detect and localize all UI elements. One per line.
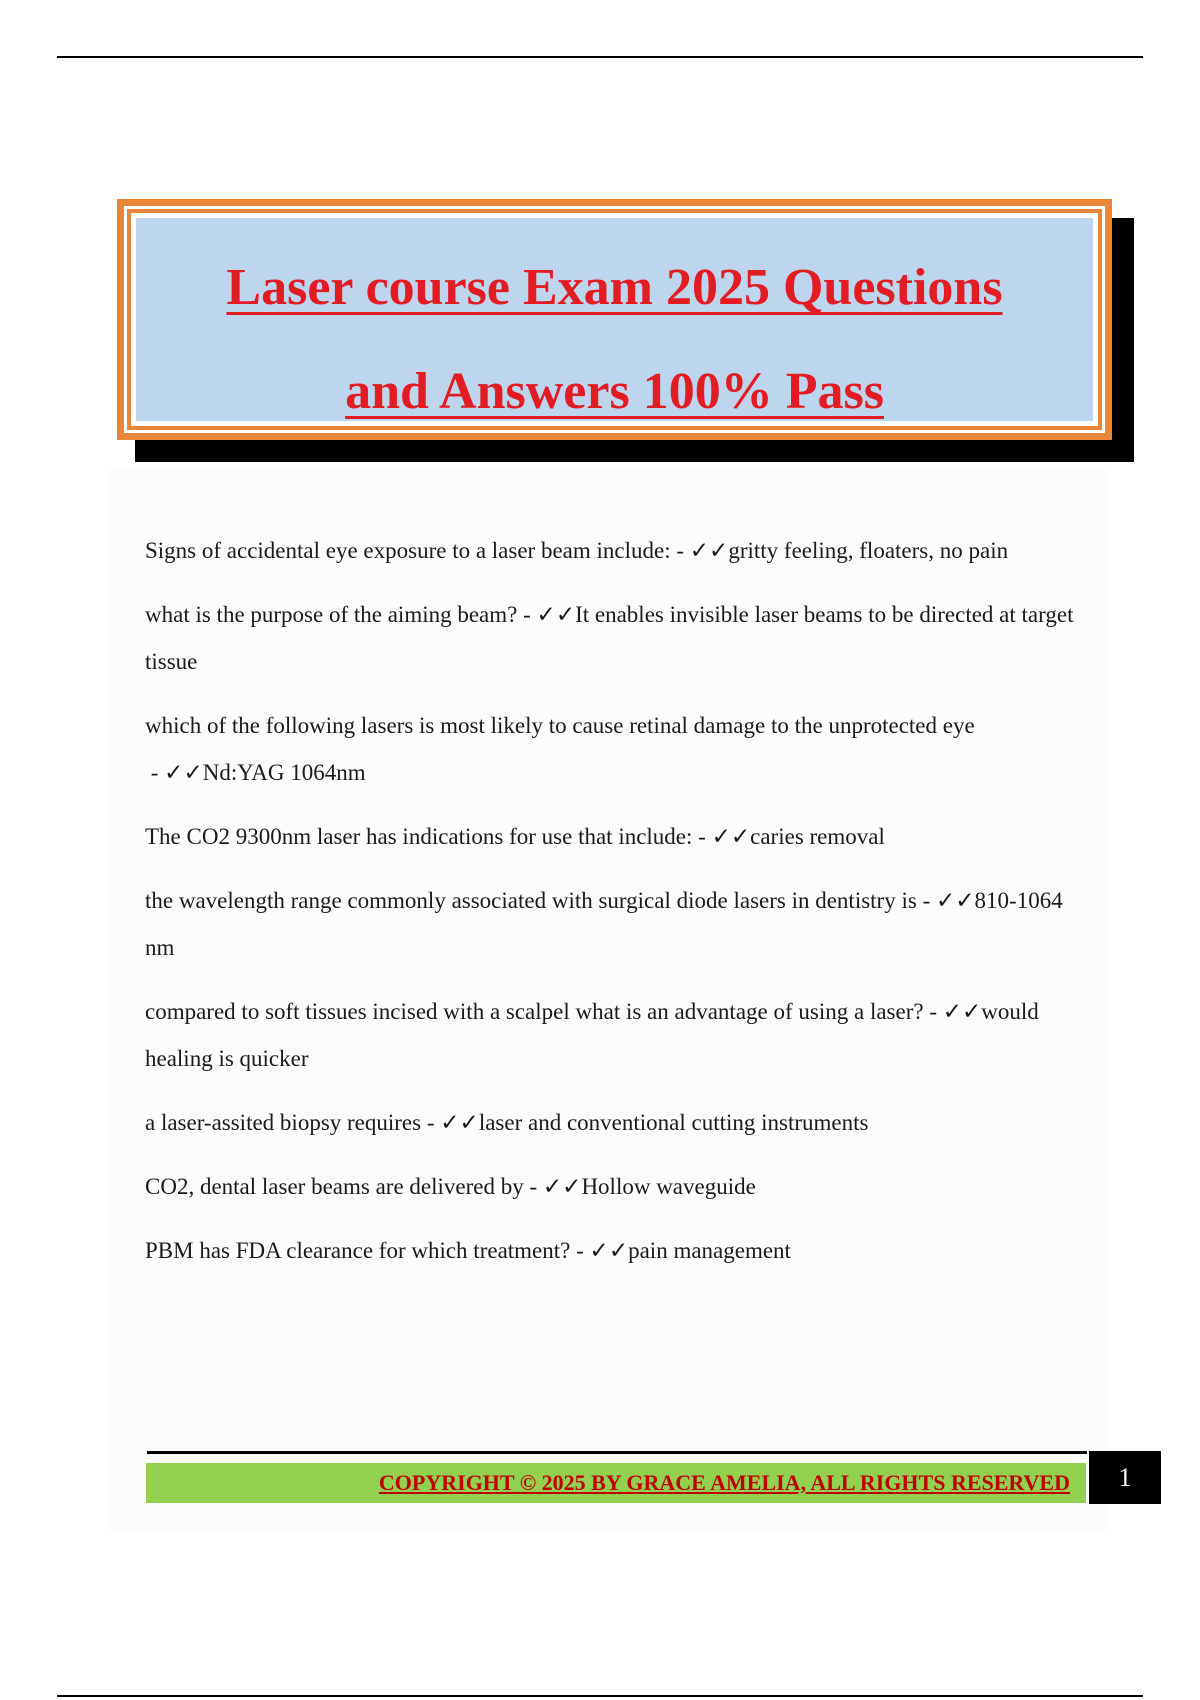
separator: - [421,1110,441,1135]
page-number: 1 [1089,1451,1161,1504]
question-text: compared to soft tissues incised with a scalpel what is an advantage of using a laser? [145,999,924,1024]
double-check-icon: ✓✓ [942,999,982,1024]
copyright-notice: COPYRIGHT © 2025 BY GRACE AMELIA, ALL RIGHTS RESERVED [378,1470,1070,1495]
double-check-icon: ✓✓ [440,1110,479,1135]
qa-item [145,1227,1085,1274]
double-check-icon: ✓✓ [711,824,751,849]
separator: - [517,602,537,627]
answer-text: laser and conventional cutting instruments [478,1110,869,1135]
double-check-icon: ✓✓ [589,1238,629,1263]
question-text: what is the purpose of the aiming beam? [145,602,518,627]
question-text: CO2, dental laser beams are delivered by [145,1174,524,1199]
question-text: which of the following lasers is most likely to cause retinal damage to the unprotected eye [145,713,975,738]
answer-text: would healing is quicker [145,999,1039,1071]
answer-text: gritty feeling, floaters, no pain [728,538,1009,563]
title-line-2: and Answers 100% Pass [345,363,884,420]
qa-item [145,591,1085,685]
qa-item [145,988,1085,1082]
answer-text: pain management [628,1238,791,1263]
answer-text: Hollow waveguide [581,1174,756,1199]
double-check-icon: ✓✓ [164,760,203,785]
double-check-icon: ✓✓ [542,1174,582,1199]
qa-item [145,1163,1085,1210]
question-text: PBM has FDA clearance for which treatment? [145,1238,571,1263]
separator: - [923,999,943,1024]
separator: - [145,760,165,785]
qa-item [145,527,1085,574]
separator: - [916,888,936,913]
title-banner [117,199,1112,440]
footer-band [146,1463,1086,1503]
answer-text: It enables invisible laser beams to be directed at target tissue [145,602,1074,674]
question-text: The CO2 9300nm laser has indications for use that include: [145,824,693,849]
separator: - [523,1174,543,1199]
footer-rule [147,1451,1087,1454]
top-rule [57,56,1143,58]
double-check-icon: ✓✓ [935,888,975,913]
double-check-icon: ✓✓ [536,602,576,627]
answer-text: caries removal [750,824,885,849]
document-title [136,236,1093,444]
qa-item [145,813,1085,860]
qa-item [145,1099,1085,1146]
question-text: Signs of accidental eye exposure to a laser beam include: [145,538,671,563]
separator: - [692,824,712,849]
separator: - [570,1238,590,1263]
qa-item [145,877,1085,971]
separator: - [670,538,690,563]
title-banner-fill [136,218,1093,421]
answer-text: Nd:YAG 1064nm [202,760,366,785]
bottom-rule [57,1695,1143,1697]
question-text: the wavelength range commonly associated with surgical diode lasers in dentistry is [145,888,917,913]
title-line-1: Laser course Exam 2025 Questions [226,259,1003,316]
qa-list [145,527,1085,1291]
double-check-icon: ✓✓ [689,538,729,563]
answer-text: 810-1064 nm [145,888,1063,960]
question-text: a laser-assited biopsy requires [145,1110,422,1135]
qa-item [145,702,1085,796]
